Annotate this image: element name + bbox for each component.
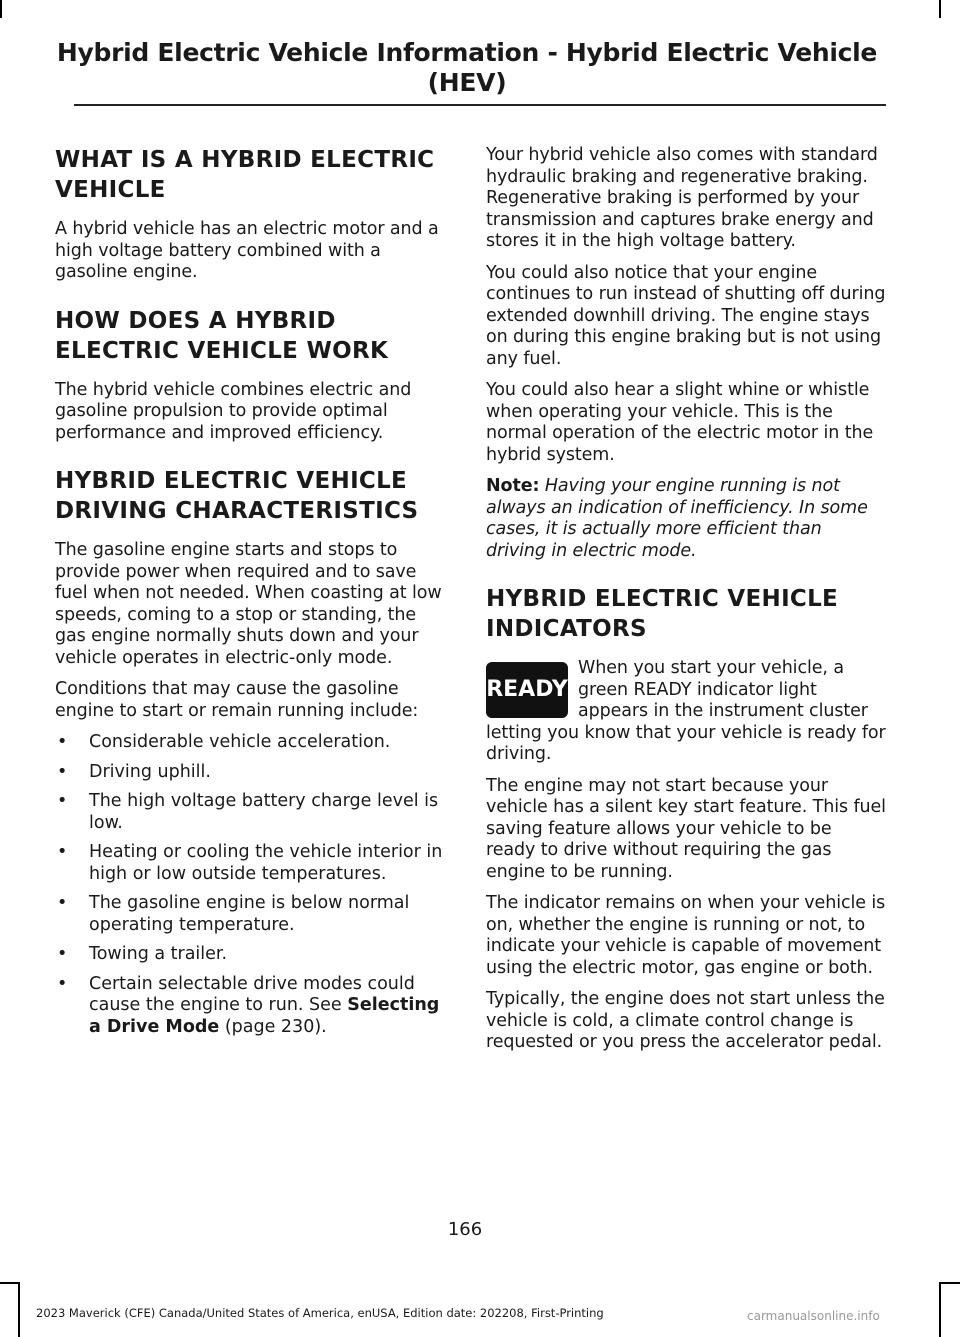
list-item: • Heating or cooling the vehicle interior in high or low outside temperatures.	[55, 842, 450, 885]
heading-driving-characteristics: HYBRID ELECTRIC VEHICLE DRIVING CHARACTERISTICS	[55, 468, 419, 524]
header-title-line2: (HEV)	[427, 68, 507, 97]
right-column	[486, 145, 886, 1064]
note-label: Note:	[486, 476, 540, 496]
note-text: Having your engine running is not always an indication of inefficiency. In some cases, it is actually more efficient than driving in electric mode.	[486, 476, 868, 561]
paragraph-regenerative-braking: Your hybrid vehicle also comes with standard hydraulic braking and regenerative braking. Regenerative braking is performed by your transmission and captures brake energy and stores it in the high voltage battery.	[486, 145, 878, 251]
footer-edition-info: 2023 Maverick (CFE) Canada/United States of America, enUSA, Edition date: 202208, First-Printing	[36, 1306, 604, 1320]
crop-mark-top-left	[0, 0, 2, 18]
paragraph-engine-start-conditions: Typically, the engine does not start unless the vehicle is cold, a climate control change is requested or you press the accelerator pedal.	[486, 989, 885, 1052]
list-item: • The high voltage battery charge level is low.	[55, 791, 450, 834]
page-header	[48, 38, 886, 98]
paragraph-whine-whistle: You could also hear a slight whine or whistle when operating your vehicle. This is the normal operation of the electric motor in the hybrid system.	[486, 380, 874, 465]
crop-mark-bottom-right-v	[939, 1282, 941, 1337]
list-item: • Considerable vehicle acceleration.	[55, 732, 450, 754]
paragraph-what-is-hev: A hybrid vehicle has an electric motor and a high voltage battery combined with a gasoline engine.	[55, 219, 439, 282]
link-selecting-drive-mode[interactable]: Selecting a Drive Mode	[89, 995, 440, 1037]
list-item: • Driving uphill.	[55, 762, 450, 784]
paragraph-indicator-remains-on: The indicator remains on when your vehicle is on, whether the engine is running or not, to indicate your vehicle is capable of movement using the electric motor, gas engine or both.	[486, 893, 886, 978]
header-divider	[74, 104, 886, 106]
heading-how-hev-works: HOW DOES A HYBRID ELECTRIC VEHICLE WORK	[55, 307, 389, 364]
conditions-list	[55, 732, 450, 1038]
paragraph-ready-indicator: When you start your vehicle, a green READY indicator light appears in the instrument cluster letting you know that your vehicle is ready for driving.	[486, 658, 886, 764]
list-item: • Towing a trailer.	[55, 944, 450, 966]
heading-what-is-hev: WHAT IS A HYBRID ELECTRIC VEHICLE	[55, 147, 435, 203]
note	[486, 476, 886, 562]
page-number: 166	[447, 1219, 483, 1240]
paragraph-downhill-driving: You could also notice that your engine continues to run instead of shutting off during extended downhill driving. The engine stays on during this engine braking but is not using any fuel.	[486, 262, 886, 369]
crop-mark-bottom-left-v	[18, 1282, 20, 1337]
crop-mark-top-right	[939, 0, 941, 18]
crop-mark-bottom-right-h	[941, 1282, 960, 1284]
heading-hev-indicators: HYBRID ELECTRIC VEHICLE INDICATORS	[486, 586, 839, 642]
paragraph-engine-starts-stops: The gasoline engine starts and stops to provide power when required and to save fuel when not needed. When coasting at low speeds, coming to a stop or standing, the gas engine normally shuts down and your vehicle operates in electric-only mode.	[55, 540, 442, 668]
ready-indicator-block	[486, 658, 886, 766]
paragraph-silent-key-start: The engine may not start because your vehicle has a silent key start feature. This fuel saving feature allows your vehicle to be ready to drive without requiring the gas engine to be running.	[486, 775, 886, 882]
ready-indicator-icon: READY	[486, 662, 568, 718]
paragraph-conditions-intro: Conditions that may cause the gasoline engine to start or remain running include:	[55, 679, 419, 721]
watermark: carmanualsonline.info	[747, 1309, 880, 1323]
crop-mark-bottom-left-h	[0, 1282, 18, 1284]
list-item: • Certain selectable drive modes could cause the engine to run. See Selecting a Drive Mode (page 230).	[55, 974, 450, 1039]
left-column	[55, 145, 450, 1046]
paragraph-how-hev-works: The hybrid vehicle combines electric and gasoline propulsion to provide optimal performance and improved efficiency.	[55, 379, 412, 443]
header-title-line1: Hybrid Electric Vehicle Information - Hybrid Electric Vehicle	[56, 38, 878, 67]
list-item: • The gasoline engine is below normal operating temperature.	[55, 893, 450, 936]
